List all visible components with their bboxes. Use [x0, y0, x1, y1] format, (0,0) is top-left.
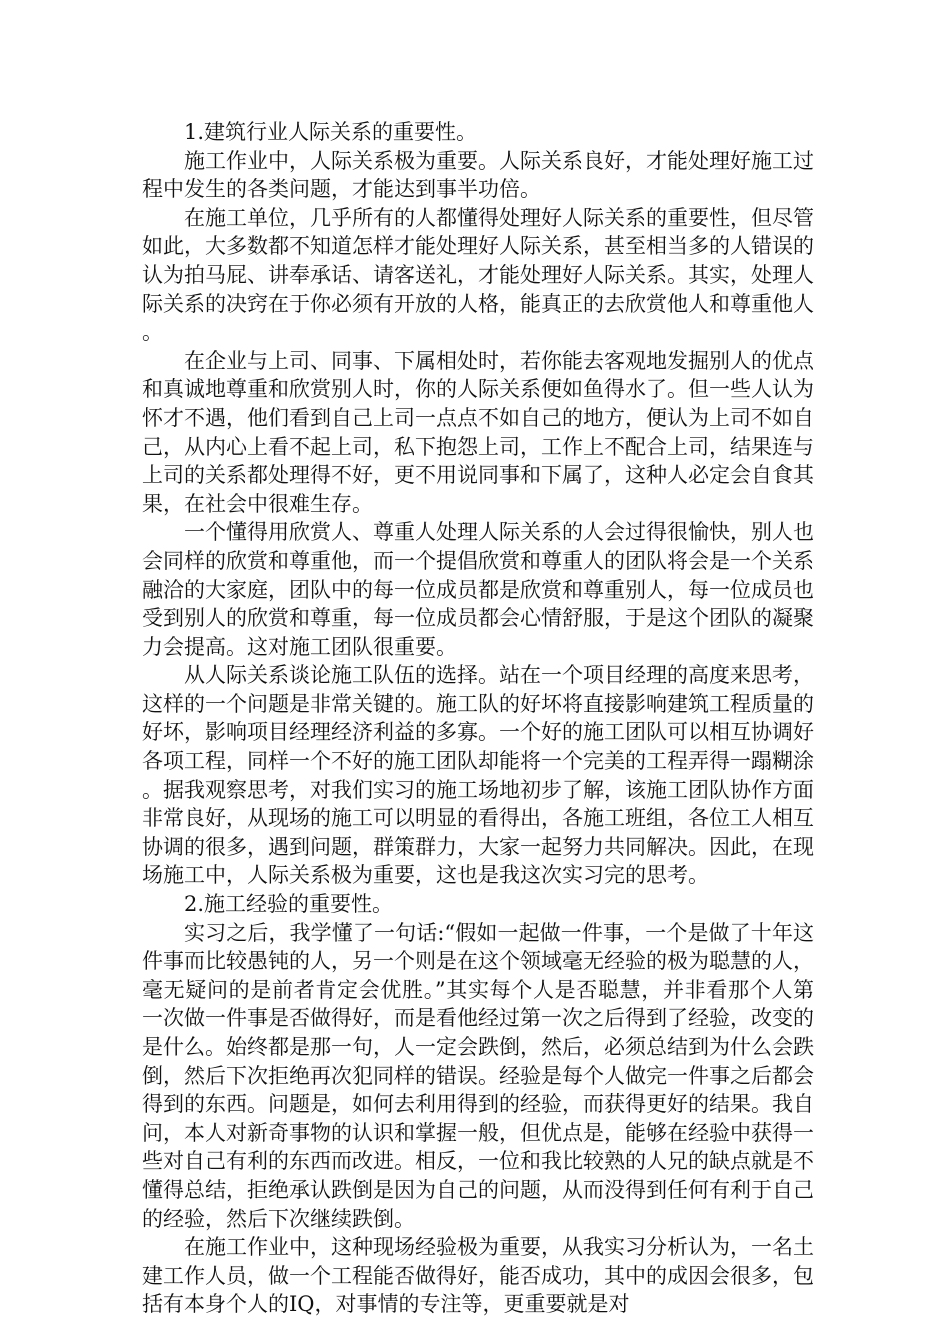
paragraph: 施工作业中，人际关系极为重要。人际关系良好，才能处理好施工过程中发生的各类问题，才能达到事半功倍。 [142, 148, 814, 202]
document-page [142, 118, 814, 1319]
paragraph: 一个懂得用欣赏人、尊重人处理人际关系的人会过得很愉快，别人也会同样的欣赏和尊重他，而一个提倡欣赏和尊重人的团队将会是一个关系融洽的大家庭，团队中的每一位成员都是欣赏和尊重别人，每一位成员也受到别人的欣赏和尊重，每一位成员都会心情舒服，于是这个团队的凝聚力会提高。这对施工团队很重要。 [142, 520, 814, 659]
paragraph: 实习之后，我学懂了一句话:“假如一起做一件事，一个是做了十年这件事而比较愚钝的人，另一个则是在这个领域毫无经验的极为聪慧的人，毫无疑问的是前者肯定会优胜。”其实每个人是否聪慧，并非看那个人第一次做一件事是否做得好，而是看他经过第一次之后得到了经验，改变的是什么。始终都是那一句，人一定会跌倒，然后，必须总结到为什么会跌倒，然后下次拒绝再次犯同样的错误。经验是每个人做完一件事之后都会得到的东西。问题是，如何去利用得到的经验，而获得更好的结果。我自问，本人对新奇事物的认识和掌握一般，但优点是，能够在经验中获得一些对自己有利的东西而改进。相反，一位和我比较熟的人兄的缺点就是不懂得总结，拒绝承认跌倒是因为自己的问题，从而没得到任何有利于自己的经验，然后下次继续跌倒。 [142, 920, 814, 1231]
paragraph: 在企业与上司、同事、下属相处时，若你能去客观地发掘别人的优点和真诚地尊重和欣赏别人时，你的人际关系便如鱼得水了。但一些人认为怀才不遇，他们看到自己上司一点点不如自己的地方，便认为上司不如自己，从内心上看不起上司，私下抱怨上司，工作上不配合上司，结果连与上司的关系都处理得不好，更不用说同事和下属了，这种人必定会自食其果，在社会中很难生存。 [142, 348, 814, 516]
section-heading-1: 1.建筑行业人际关系的重要性。 [184, 120, 478, 144]
paragraph: 在施工单位，几乎所有的人都懂得处理好人际关系的重要性，但尽管如此，大多数都不知道怎样才能处理好人际关系，甚至相当多的人错误的认为拍马屁、讲奉承话、请客送礼，才能处理好人际关系。其实，处理人际关系的决窍在于你必须有开放的人格，能真正的去欣赏他人和尊重他人。 [142, 205, 814, 345]
section-heading-2: 2.施工经验的重要性。 [184, 892, 394, 917]
paragraph: 从人际关系谈论施工队伍的选择。站在一个项目经理的高度来思考，这样的一个问题是非常关键的。施工队的好坏将直接影响建筑工程质量的好坏，影响项目经理经济利益的多寡。一个好的施工团队可以相互协调好各项工程，同样一个不好的施工团队却能将一个完美的工程弄得一蹋糊涂。据我观察思考，对我们实习的施工场地初步了解，该施工团队协作方面非常良好，从现场的施工可以明显的看得出，各施工班组，各位工人相互协调的很多，遇到问题，群策群力，大家一起努力共同解决。因此，在现场施工中，人际关系极为重要，这也是我这次实习完的思考。 [142, 663, 814, 888]
paragraph: 在施工作业中，这种现场经验极为重要，从我实习分析认为，一名土建工作人员，做一个工程能否做得好，能否成功，其中的成因会很多，包括有本身个人的IQ，对事情的专注等，更重要就是对 [142, 1235, 814, 1317]
